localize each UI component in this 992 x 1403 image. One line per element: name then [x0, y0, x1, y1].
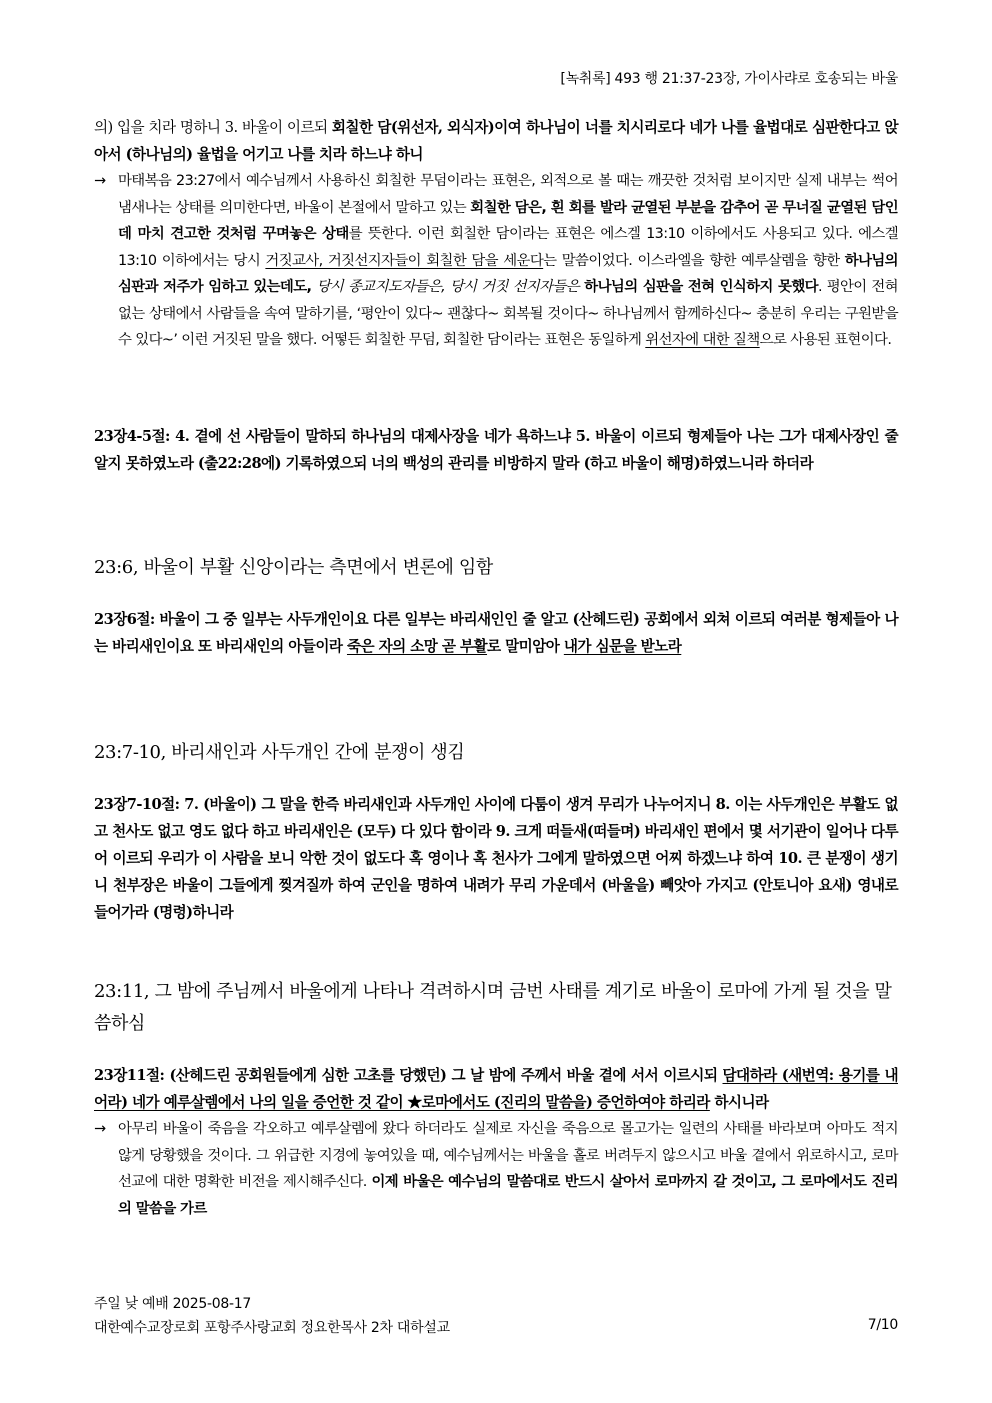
underlined-phrase: 거짓교사, 거짓선지자들이 회칠한 담을 세운다: [265, 252, 544, 269]
underlined-phrase: 죽은 자의 소망 곧 부활: [346, 638, 488, 655]
underlined-phrase: 위선자에 대한 질책: [645, 332, 760, 348]
commentary-text: 마태복음 23:27에서 예수님께서 사용하신 회칠한 무덤이라는 표현은, 외적으로 볼 때는 깨끗한 것처럼 보이지만 실제 내부는 썩어 냄새나는 상태를 의미한다면, 바울이 본절에서 말하고 있는 회칠한 담은, 흰 회를 발라 균열된 부분을 감추어 곧 무너질 균열된 담인데 마치 견고한 것처럼 꾸며놓은 상태를 뜻한다. 이런 회칠한 담이라는 표현은 에스겔 13:10 이하에서도 사용되고 있다. 에스겔 13:10 이하에서는 당시 거짓교사, 거짓선지자들이 회칠한 담을 세운다는 말씀이었다. 이스라엘을 향한 예루살렘을 향한 하나님의 심판과 저주가 임하고 있는데도, 당시 종교지도자들은, 당시 거짓 선지자들은 하나님의 심판을 전혀 인식하지 못했다. 평안이 전혀 없는 상태에서 사람들을 속여 말하기를, ‘평안이 있다~ 괜찮다~ 회복될 것이다~ 하나님께서 함께하신다~ 충분히 우리는 구원받을 수 있다~’ 이런 거짓된 말을 했다. 어떻든 회칠한 무덤, 회칠한 담이라는 표현은 동일하게 위선자에 대한 질책으로 사용된 표현이다.: [118, 173, 899, 348]
underlined-phrase: 담대하라 (새번역: 용기를 내어라) 네가 예루살렘에서 나의 일을 증언한 것 같이 ★로마에서도 (진리의 말씀을) 증언하여야 하리라: [94, 1067, 898, 1111]
commentary: [94, 168, 898, 354]
section-23-7-10: [94, 737, 898, 769]
verse-23-4-5: 23장4-5절: 4. 곁에 선 사람들이 말하되 하나님의 대제사장을 네가 욕하느냐 5. 바울이 이르되 형제들아 나는 그가 대제사장인 줄 알지 못하였노라 (출22:28에) 기록하였으되 너의 백성의 관리를 비방하지 말라 (하고 바울이 해명)하였느니라 하더라: [94, 428, 898, 472]
verse-23-3: [94, 114, 898, 168]
verse-23-11: 23장11절: (산헤드린 공회원들에게 심한 고초를 당했던) 그 날 밤에 주께서 바울 곁에 서서 이르시되 담대하라 (새번역: 용기를 내어라) 네가 예루살렘에서 나의 일을 증언한 것 같이 ★로마에서도 (진리의 말씀을) 증언하여야 하리라 하시니라: [94, 1067, 898, 1111]
underlined-phrase: 내가 심문을 받노라: [563, 638, 682, 655]
section-23-11: [94, 976, 898, 1040]
verse-text: 하니: [391, 146, 423, 163]
verse-emphasis: 회칠한 담(위선자, 외식자)이여 하나님이 너를 치시리로다 네가 나를 율법대로 심판한다고 앉아서 (하나님의) 율법을 어기고 나를 치라 하느냐: [94, 119, 898, 163]
verse-23-6: 23장6절: 바울이 그 중 일부는 사두개인이요 다른 일부는 바리새인인 줄 알고 (산헤드린) 공회에서 외쳐 이르되 여러분 형제들아 나는 바리새인이요 또 바리새인의 아들이라 죽은 자의 소망 곧 부활로 말미암아 내가 심문을 받노라: [94, 611, 898, 655]
verse-text: 의) 입을 치라 명하니 3. 바울이 이르되: [94, 119, 332, 136]
section-heading: 23:7-10, 바리새인과 사두개인 간에 분쟁이 생김: [94, 742, 465, 763]
page-number: 7/10: [867, 1317, 898, 1333]
arrow-icon: →: [94, 173, 106, 189]
footer-date: 주일 낮 예배 2025-08-17: [94, 1296, 251, 1312]
block-verse-23-3: [94, 114, 898, 354]
verse-23-7-10: 23장7-10절: 7. (바울이) 그 말을 한즉 바리새인과 사두개인 사이에 다툼이 생겨 무리가 나누어지니 8. 이는 사두개인은 부활도 없고 천사도 없고 영도 없다 하고 바리새인은 (모두) 다 있다 함이라 9. 크게 떠들새(떠들며) 바리새인 편에서 몇 서기관이 일어나 다투어 이르되 우리가 이 사람을 보니 악한 것이 없도다 혹 영이나 혹 천사가 그에게 말하였으면 어찌 하겠느냐 하여 10. 큰 분쟁이 생기니 천부장은 바울이 그들에게 찢겨질까 하여 군인을 명하여 내려가 무리 가운데서 (바울을) 빼앗아 가지고 (안토니아 요새) 영내로 들어가라 (명령)하니라: [94, 796, 898, 921]
footer-church: 대한예수교장로회 포항주사랑교회 정요한목사 2차 대하설교: [94, 1320, 450, 1336]
section-23-6: [94, 552, 898, 584]
block-verse-23-7-10: [94, 791, 898, 926]
arrow-icon: →: [94, 1121, 106, 1137]
page-header: [녹취록] 493 행 21:37-23장, 가이사랴로 호송되는 바울: [560, 71, 898, 87]
section-heading: 23:11, 그 밤에 주님께서 바울에게 나타나 격려하시며 금번 사태를 계기로 바울이 로마에 가게 될 것을 말씀하심: [94, 981, 892, 1034]
page-footer: [94, 1293, 898, 1337]
section-heading: 23:6, 바울이 부활 신앙이라는 측면에서 변론에 임함: [94, 557, 493, 578]
block-verse-23-11: [94, 1062, 898, 1222]
block-verse-23-6: [94, 606, 898, 660]
commentary: [94, 1116, 898, 1222]
block-verse-23-4-5: [94, 423, 898, 477]
commentary-text: 아무리 바울이 죽음을 각오하고 예루살렘에 왔다 하더라도 실제로 자신을 죽음으로 몰고가는 일련의 사태를 바라보며 아마도 적지 않게 당황했을 것이다. 그 위급한 지경에 놓여있을 때, 예수님께서는 바울을 홀로 버려두지 않으시고 바울 곁에서 위로하시고, 로마 선교에 대한 명확한 비전을 제시해주신다. 이제 바울은 예수님의 말씀대로 반드시 살아서 로마까지 갈 것이고, 그 로마에서도 진리의 말씀을 가르: [118, 1121, 898, 1217]
